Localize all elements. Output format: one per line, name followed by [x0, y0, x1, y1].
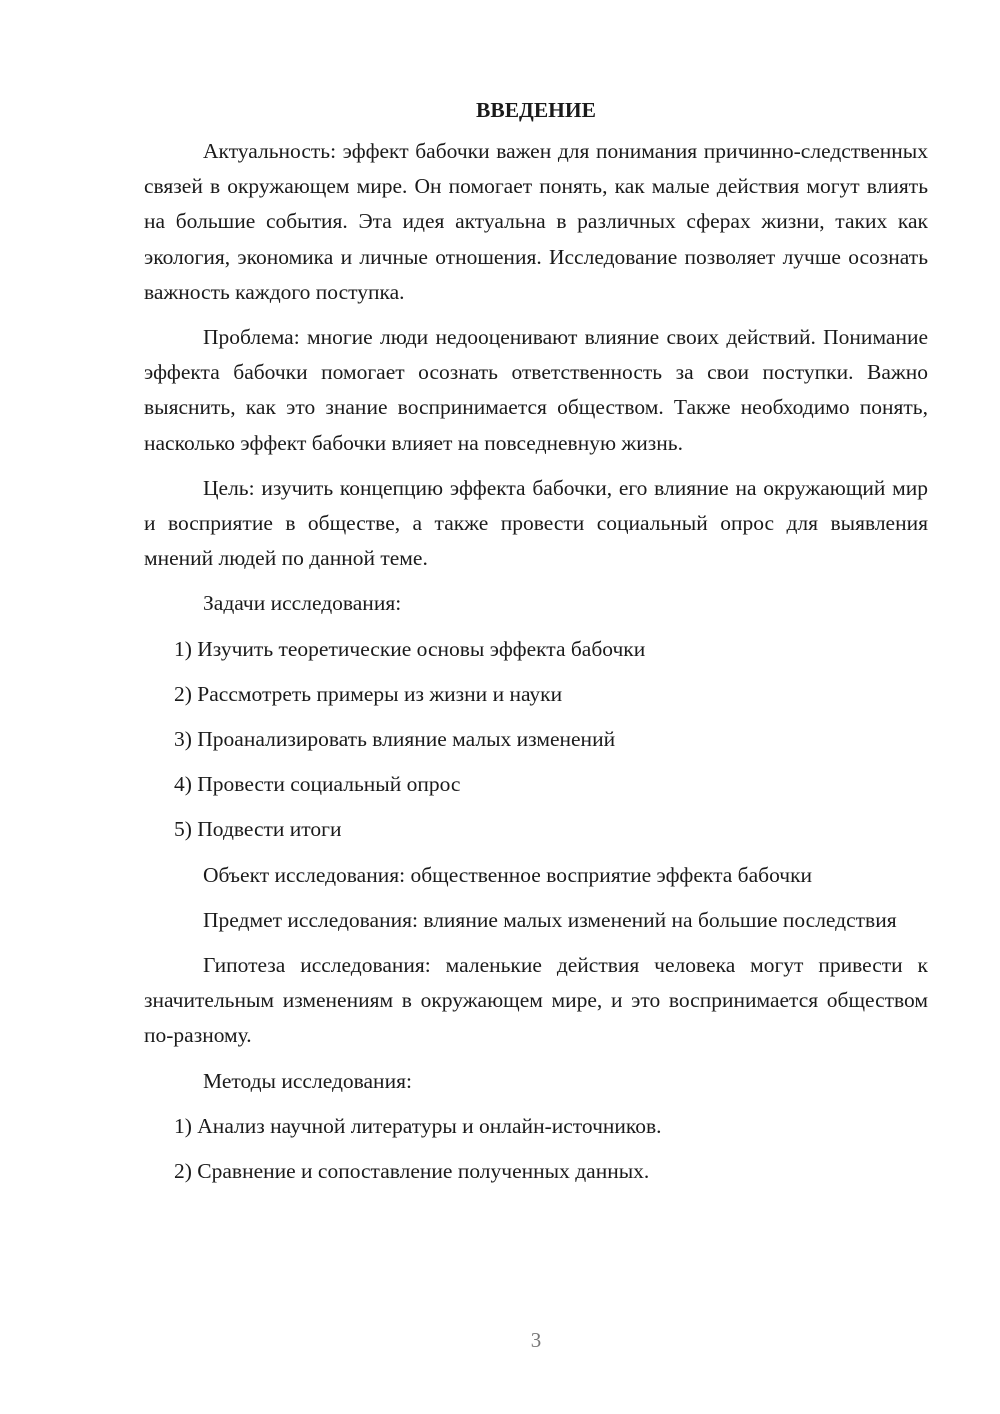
tasks-heading: Задачи исследования: [203, 591, 402, 616]
paragraph-object: Объект исследования: общественное восприятие эффекта бабочки [203, 862, 813, 887]
paragraph-problem: Проблема: многие люди недооценивают влияние своих действий. Понимание эффекта бабочки помогает осознать ответственность за свои поступки. Важно выяснить, как это знание воспринимается обществом. Также необходимо понять, насколько эффект бабочки влияет на повседневную жизнь. [144, 325, 928, 455]
tasks-list [144, 632, 928, 848]
paragraph-hypothesis: Гипотеза исследования: маленькие действия человека могут привести к значительным изменениям в окружающем мире, и это воспринимается обществом по-разному. [144, 953, 928, 1048]
list-item: 1) Анализ научной литературы и онлайн-источников. [174, 1113, 662, 1138]
page-number: 3 [530, 1328, 542, 1352]
list-item: 1) Изучить теоретические основы эффекта бабочки [174, 636, 646, 661]
page-content [144, 93, 928, 1199]
methods-list [144, 1109, 928, 1189]
list-item: 3) Проанализировать влияние малых изменений [174, 727, 616, 752]
paragraph-goal: Цель: изучить концепцию эффекта бабочки, его влияние на окружающий мир и восприятие в обществе, а также провести социальный опрос для выявления мнений людей по данной теме. [144, 475, 928, 571]
paragraph-relevance: Актуальность: эффект бабочки важен для понимания причинно-следственных связей в окружающем мире. Он помогает понять, как малые действия могут влиять на большие события. Эта идея актуальна в различных сферах жизни, таких как экология, экономика и личные отношения. Исследование позволяет лучше осознать важность каждого поступка. [144, 139, 928, 304]
list-item: 2) Рассмотреть примеры из жизни и науки [174, 681, 563, 706]
list-item: 2) Сравнение и сопоставление полученных данных. [174, 1159, 650, 1184]
list-item: 4) Провести социальный опрос [174, 772, 461, 797]
methods-heading: Методы исследования: [203, 1068, 412, 1093]
list-item: 5) Подвести итоги [174, 817, 342, 842]
section-title: ВВЕДЕНИЕ [476, 98, 596, 122]
paragraph-subject: Предмет исследования: влияние малых изменений на большие последствия [203, 907, 897, 932]
